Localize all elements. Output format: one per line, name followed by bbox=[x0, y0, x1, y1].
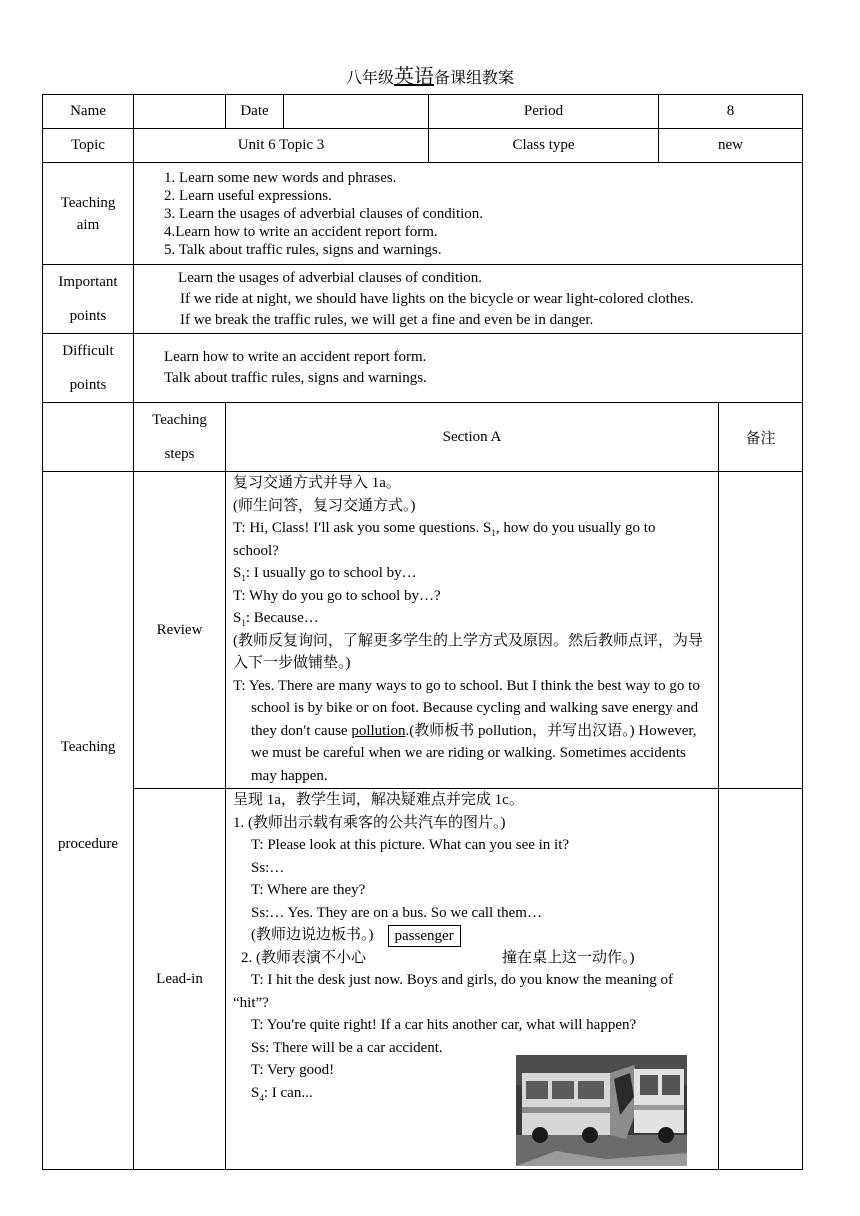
leadin-row bbox=[43, 789, 803, 1170]
period-value: 8 bbox=[659, 95, 803, 129]
teaching-aim-content bbox=[134, 163, 803, 265]
class-type-value: new bbox=[659, 129, 803, 163]
passenger-box: passenger bbox=[388, 925, 461, 947]
topic-value: Unit 6 Topic 3 bbox=[134, 129, 429, 163]
header-row-1 bbox=[43, 95, 803, 129]
difficult-points-label: Difficult points bbox=[43, 334, 134, 403]
lesson-plan-table bbox=[42, 94, 803, 1170]
review-row bbox=[43, 472, 803, 789]
teaching-aim-row bbox=[43, 163, 803, 265]
difficult-points-content bbox=[134, 334, 803, 403]
steps-header-row bbox=[43, 403, 803, 472]
review-notes bbox=[719, 472, 803, 789]
header-row-2 bbox=[43, 129, 803, 163]
bus-accident-photo bbox=[516, 1055, 687, 1166]
leadin-step-label: Lead-in bbox=[134, 789, 226, 1170]
leadin-notes bbox=[719, 789, 803, 1170]
date-label: Date bbox=[226, 95, 284, 129]
important-points-row bbox=[43, 265, 803, 334]
important-points-label: Important points bbox=[43, 265, 134, 334]
aim-item: 4.Learn how to write an accident report form. bbox=[164, 223, 438, 240]
topic-label: Topic bbox=[43, 129, 134, 163]
name-value[interactable] bbox=[134, 95, 226, 129]
teaching-steps-label: Teaching steps bbox=[134, 403, 226, 472]
important-item: If we break the traffic rules, we will get a fine and even be in danger. bbox=[180, 311, 594, 328]
aim-item: 5. Talk about traffic rules, signs and warnings. bbox=[164, 241, 442, 258]
important-points-content bbox=[134, 265, 803, 334]
difficult-item: Learn how to write an accident report form. bbox=[164, 349, 427, 365]
important-item: If we ride at night, we should have lights on the bicycle or wear light-colored clothes. bbox=[180, 290, 694, 307]
review-content: 复习交通方式并导入 1a。 (师生问答，复习交通方式。) T: Hi, Class! I′ll ask you some questions. $S_1$, how do you usually go to school? $S_1$: I usually go to school by… T: Why do you go to school by…? $S_1$: Because… (教师反复询问，了解更多学生的上学方式及原因。然后教师点评，为导 入下一步做铺垫。) T: Yes. There are many ways to go to school. But I think the best way to go to school is by bike or on foot. Because cycling and walking save energy and they don′t cause pollution.(教师板书 pollution，并写出汉语。) However, we must be careful when we are riding or walking. Sometimes accidents may happen. bbox=[226, 472, 719, 789]
steps-header-blank bbox=[43, 403, 134, 472]
aim-item: 3. Learn the usages of adverbial clauses of condition. bbox=[164, 205, 484, 222]
aim-item: 2. Learn useful expressions. bbox=[164, 187, 332, 204]
important-item: Learn the usages of adverbial clauses of condition. bbox=[178, 269, 483, 286]
review-step-label: Review bbox=[134, 472, 226, 789]
notes-label: 备注 bbox=[719, 403, 803, 472]
teaching-aim-label: Teaching aim bbox=[43, 163, 134, 265]
difficult-item: Talk about traffic rules, signs and warnings. bbox=[164, 370, 427, 386]
class-type-label: Class type bbox=[429, 129, 659, 163]
leadin-content: 呈现 1a，教学生词，解决疑难点并完成 1c。 1. (教师出示载有乘客的公共汽车的图片。) T: Please look at this picture. What can you see in it? Ss:… T: Where are they? Ss:… Yes. They are on a bus. So we call them… (教师边说边板书。) passenger 2. (教师表演不小心 撞在桌上这一动作。) T: I hit the desk just now. Boys and girls, do you know the meaning of “hit”? T: You′re quite right! If a car hits another car, what will happen? Ss: There will be a car accident. T: Very good! $S_4$: I can... bbox=[226, 789, 719, 1170]
name-label: Name bbox=[43, 95, 134, 129]
period-label: Period bbox=[429, 95, 659, 129]
date-value[interactable] bbox=[284, 95, 429, 129]
section-label: Section A bbox=[226, 403, 719, 472]
aim-item: 1. Learn some new words and phrases. bbox=[164, 169, 397, 186]
difficult-points-row bbox=[43, 334, 803, 403]
title-highlight: 英语 bbox=[394, 64, 434, 88]
pollution-word: pollution bbox=[351, 722, 406, 739]
teaching-procedure-label: Teaching procedure bbox=[43, 472, 134, 1170]
page-title: 八年级英语备课组教案 bbox=[345, 64, 515, 88]
